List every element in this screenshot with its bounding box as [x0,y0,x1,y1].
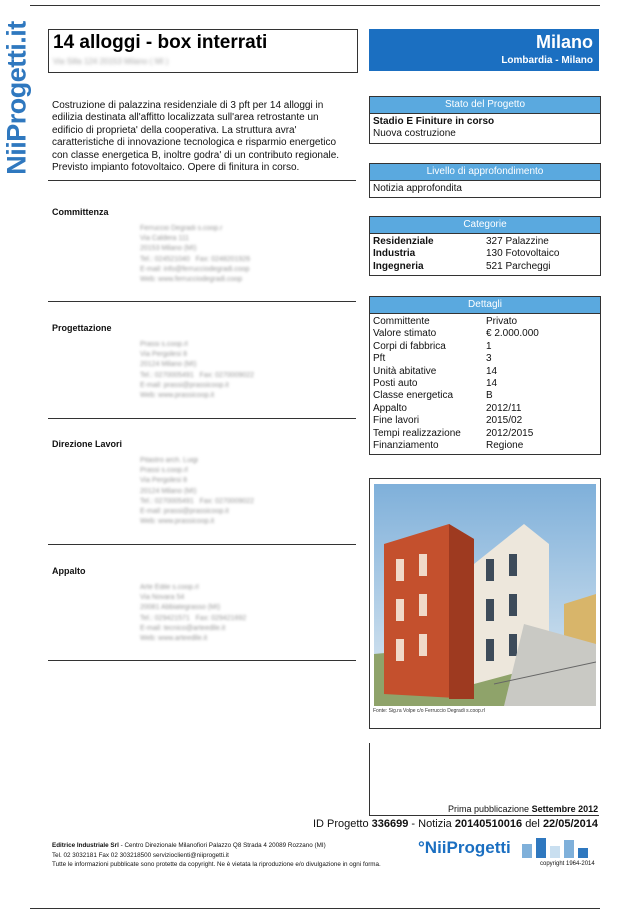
stato-type: Nuova costruzione [373,128,456,140]
livello-header: Livello di approfondimento [370,164,600,181]
dettaglio-key: Valore stimato [373,328,437,340]
dettaglio-key: Fine lavori [373,415,420,427]
livello-box [369,163,601,198]
project-id-line: ID Progetto 336699 - Notizia 20140510016 del 22/05/2014 [312,818,598,830]
vertical-rule [369,743,370,815]
project-image-box [369,478,601,729]
brand-logo-vertical: NiiProgetti.it [1,20,32,175]
dettaglio-value: 2015/02 [486,415,523,427]
dettaglio-row [373,353,597,365]
divider [48,418,356,419]
categoria-row [373,236,597,248]
dettagli-header: Dettagli [370,297,600,314]
dettaglio-value: 1 [486,340,492,352]
divider [48,544,356,545]
section-title-appalto: Appalto [52,566,86,576]
categoria-key: Ingegneria [373,260,424,272]
stato-header: Stato del Progetto [370,97,600,114]
categoria-value: 521 Parcheggi [486,260,551,272]
divider [48,660,356,661]
dettaglio-row [373,390,597,402]
section-details-committenza: Ferruccio Degradi s.coop.r Via Caldera 111 20153 Milano (MI) Tel.: 024521040 Fax: 0248201926 E-mail: info@ferrucciodegradi.coop Web: www.ferrucciodegradi.coop [140,225,251,284]
dettaglio-row [373,316,597,328]
city: Milano [536,32,593,52]
dettaglio-row [373,428,597,440]
project-description: Costruzione di palazzina residenziale di 3 pft per 14 alloggi in edilizia destinata all'affitto localizzata sull'area retrostante un edificio di proprieta' della cooperativa. La struttura avra' caratteristiche di innovazione tecnologica e risparmio energetico con classe energetica B, inoltre godra' di un contributo regionale. Previsto impianto fotovoltaico. Opere di finitura in corso. [52,100,340,174]
section-details-appalto: Arte Edile s.coop.rl Via Novara 54 20081 Abbiategrasso (MI) Tel.: 029421571 Fax: 029421692 E-mail: tecnico@arteedile.it Web: www.arteedile.it [140,584,247,643]
stato-stage: Stadio E Finiture in corso [373,116,495,127]
dettaglio-row [373,378,597,390]
project-title-box [48,29,358,73]
dettaglio-row [373,403,597,415]
divider [48,180,356,181]
section-title-direzione-lavori: Direzione Lavori [52,439,123,449]
section-title-progettazione: Progettazione [52,323,112,333]
categoria-key: Industria [373,248,416,260]
dettaglio-key: Unità abitative [373,365,437,377]
dettaglio-value: 14 [486,365,498,377]
dettaglio-key: Committente [373,316,430,327]
dettaglio-key: Pft [373,353,386,365]
footer-company: Editrice Industriale Srl - Centro Direzionale Milanofiori Palazzo Q8 Strada 4 20089 Rozzano (MI) [52,842,326,849]
livello-value: Notizia approfondita [373,183,462,194]
categoria-value: 130 Fotovoltaico [486,248,560,260]
dettaglio-row [373,328,597,340]
bottom-rule [30,908,600,909]
dettaglio-value: 14 [486,378,498,390]
building-rendering [374,484,596,706]
top-rule [30,5,600,6]
dettaglio-key: Tempi realizzazione [373,427,461,439]
categorie-box [369,216,601,276]
first-publication: Prima pubblicazione Settembre 2012 [448,804,599,814]
copyright: copyright 1964-2014 [540,861,595,867]
image-caption: Fonte: Sig.ra Volpe c/o Ferruccio Degradi s.coop.rl [373,708,485,714]
categoria-row [373,261,597,273]
divider [369,815,599,816]
dettagli-box [369,296,601,455]
dettaglio-row [373,366,597,378]
categorie-header: Categorie [370,217,600,234]
section-details-progettazione: Prassi s.coop.rl Via Pergolesi 8 20124 Milano (MI) Tel.: 0270005491 Fax: 0270009022 E-mail: prassi@prassicoop.it Web: www.prassicoop.it [140,341,255,400]
dettaglio-key: Posti auto [373,378,418,390]
footer-logo: °NiiProgetti [418,838,511,857]
city-header [369,29,599,71]
dettaglio-row [373,415,597,427]
divider [48,301,356,302]
dettaglio-value: 3 [486,353,492,365]
stato-progetto-box [369,96,601,144]
section-title-committenza: Committenza [52,207,109,217]
dettaglio-value: Privato [486,316,518,327]
footer-copyright-note: Tutte le informazioni pubblicate sono protette da copyright. Ne è vietata la riproduzione e/o divulgazione in ogni forma. [52,861,381,868]
dettaglio-value: 2012/2015 [486,427,534,439]
dettaglio-key: Appalto [373,402,407,414]
dettaglio-value: € 2.000.000 [486,328,539,340]
project-address: Via Silla 124 20153 Milano ( MI ) [53,57,169,66]
footer-contacts: Tel. 02 3032181 Fax 02 303218500 servizioclienti@niiprogetti.it [52,852,229,859]
dettaglio-value: B [486,390,493,402]
project-title: 14 alloggi - box interrati [53,32,268,53]
categoria-value: 327 Palazzine [486,236,549,247]
dettaglio-key: Finanziamento [373,440,439,452]
region: Lombardia - Milano [501,55,593,66]
categoria-key: Residenziale [373,236,434,247]
dettaglio-key: Corpi di fabbrica [373,340,446,352]
building-logo-icon [520,836,598,858]
dettaglio-row [373,440,597,452]
section-details-direzione-lavori: Pitastro arch. Luigi Prassi s.coop.rl Via Pergolesi 8 20124 Milano (MI) Tel.: 0270005491 Fax: 0270009022 E-mail: prassi@prassicoop.it Web: www.prassicoop.it [140,457,255,526]
dettaglio-value: 2012/11 [486,402,522,414]
dettaglio-row [373,341,597,353]
categoria-row [373,248,597,260]
dettaglio-key: Classe energetica [373,390,454,402]
dettaglio-value: Regione [486,440,524,452]
